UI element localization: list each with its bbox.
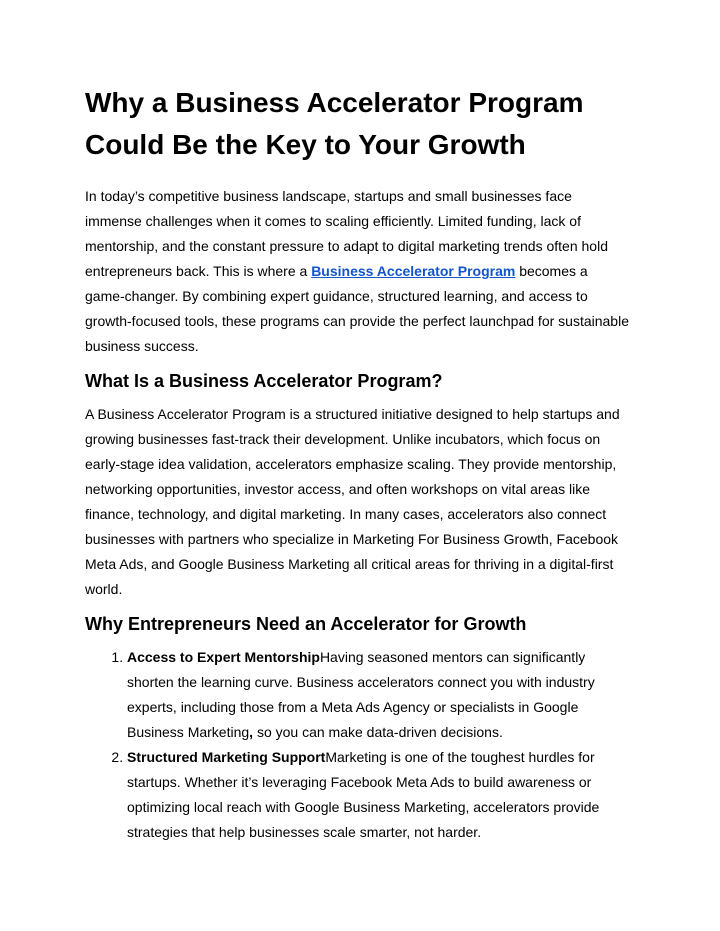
intro-text-before-link: In today’s competitive business landscape, startups and small businesses face immense challenges when it comes to scaling efficiently. Limited funding, lack of mentorship, and the constant pressure to adapt to digital marketing trends often hold entrepreneurs back. This is where a	[85, 188, 608, 279]
document-title: Why a Business Accelerator Program Could Be the Key to Your Growth	[85, 87, 584, 160]
list-item-structured-marketing-support	[127, 745, 631, 845]
list-item-text: Marketing is one of the toughest hurdles for startups. Whether it’s leveraging Facebook Meta Ads to build awareness or optimizing local reach with Google Business Marketing, accelerators provide strategies that help businesses scale smarter, not harder.	[127, 749, 600, 840]
list-item-bold-lead: Structured Marketing Support	[127, 749, 326, 765]
list-item-bold-lead: Access to Expert Mentorship	[127, 649, 320, 665]
section-body-what-is-accelerator: A Business Accelerator Program is a structured initiative designed to help startups and growing businesses fast-track their development. Unlike incubators, which focus on early-stage idea validation, accelerators emphasize scaling. They provide mentorship, networking opportunities, investor access, and often workshops on vital areas like finance, technology, and digital marketing. In many cases, accelerators also connect businesses with partners who specialize in Marketing For Business Growth, Facebook Meta Ads, and Google Business Marketing all critical areas for thriving in a digital-first world.	[85, 406, 620, 597]
business-accelerator-program-link[interactable]: Business Accelerator Program	[311, 263, 516, 279]
intro-paragraph	[85, 184, 631, 359]
list-item-text: Having seasoned mentors can significantly shorten the learning curve. Business accelerators connect you with industry experts, including those from a Meta Ads Agency or specialists in Google Business Marketing	[127, 649, 595, 740]
section-heading-why-entrepreneurs-need: Why Entrepreneurs Need an Accelerator for Growth	[85, 614, 527, 634]
list-item-tail-text: so you can make data-driven decisions.	[253, 724, 503, 740]
intro-text-after-link: becomes a game-changer. By combining expert guidance, structured learning, and access to growth-focused tools, these programs can provide the perfect launchpad for sustainable business success.	[85, 263, 629, 354]
list-item-expert-mentorship	[127, 645, 631, 745]
benefits-numbered-list	[85, 645, 631, 845]
list-item-bold-comma: ,	[249, 724, 254, 740]
section-heading-what-is-accelerator: What Is a Business Accelerator Program?	[85, 371, 443, 391]
